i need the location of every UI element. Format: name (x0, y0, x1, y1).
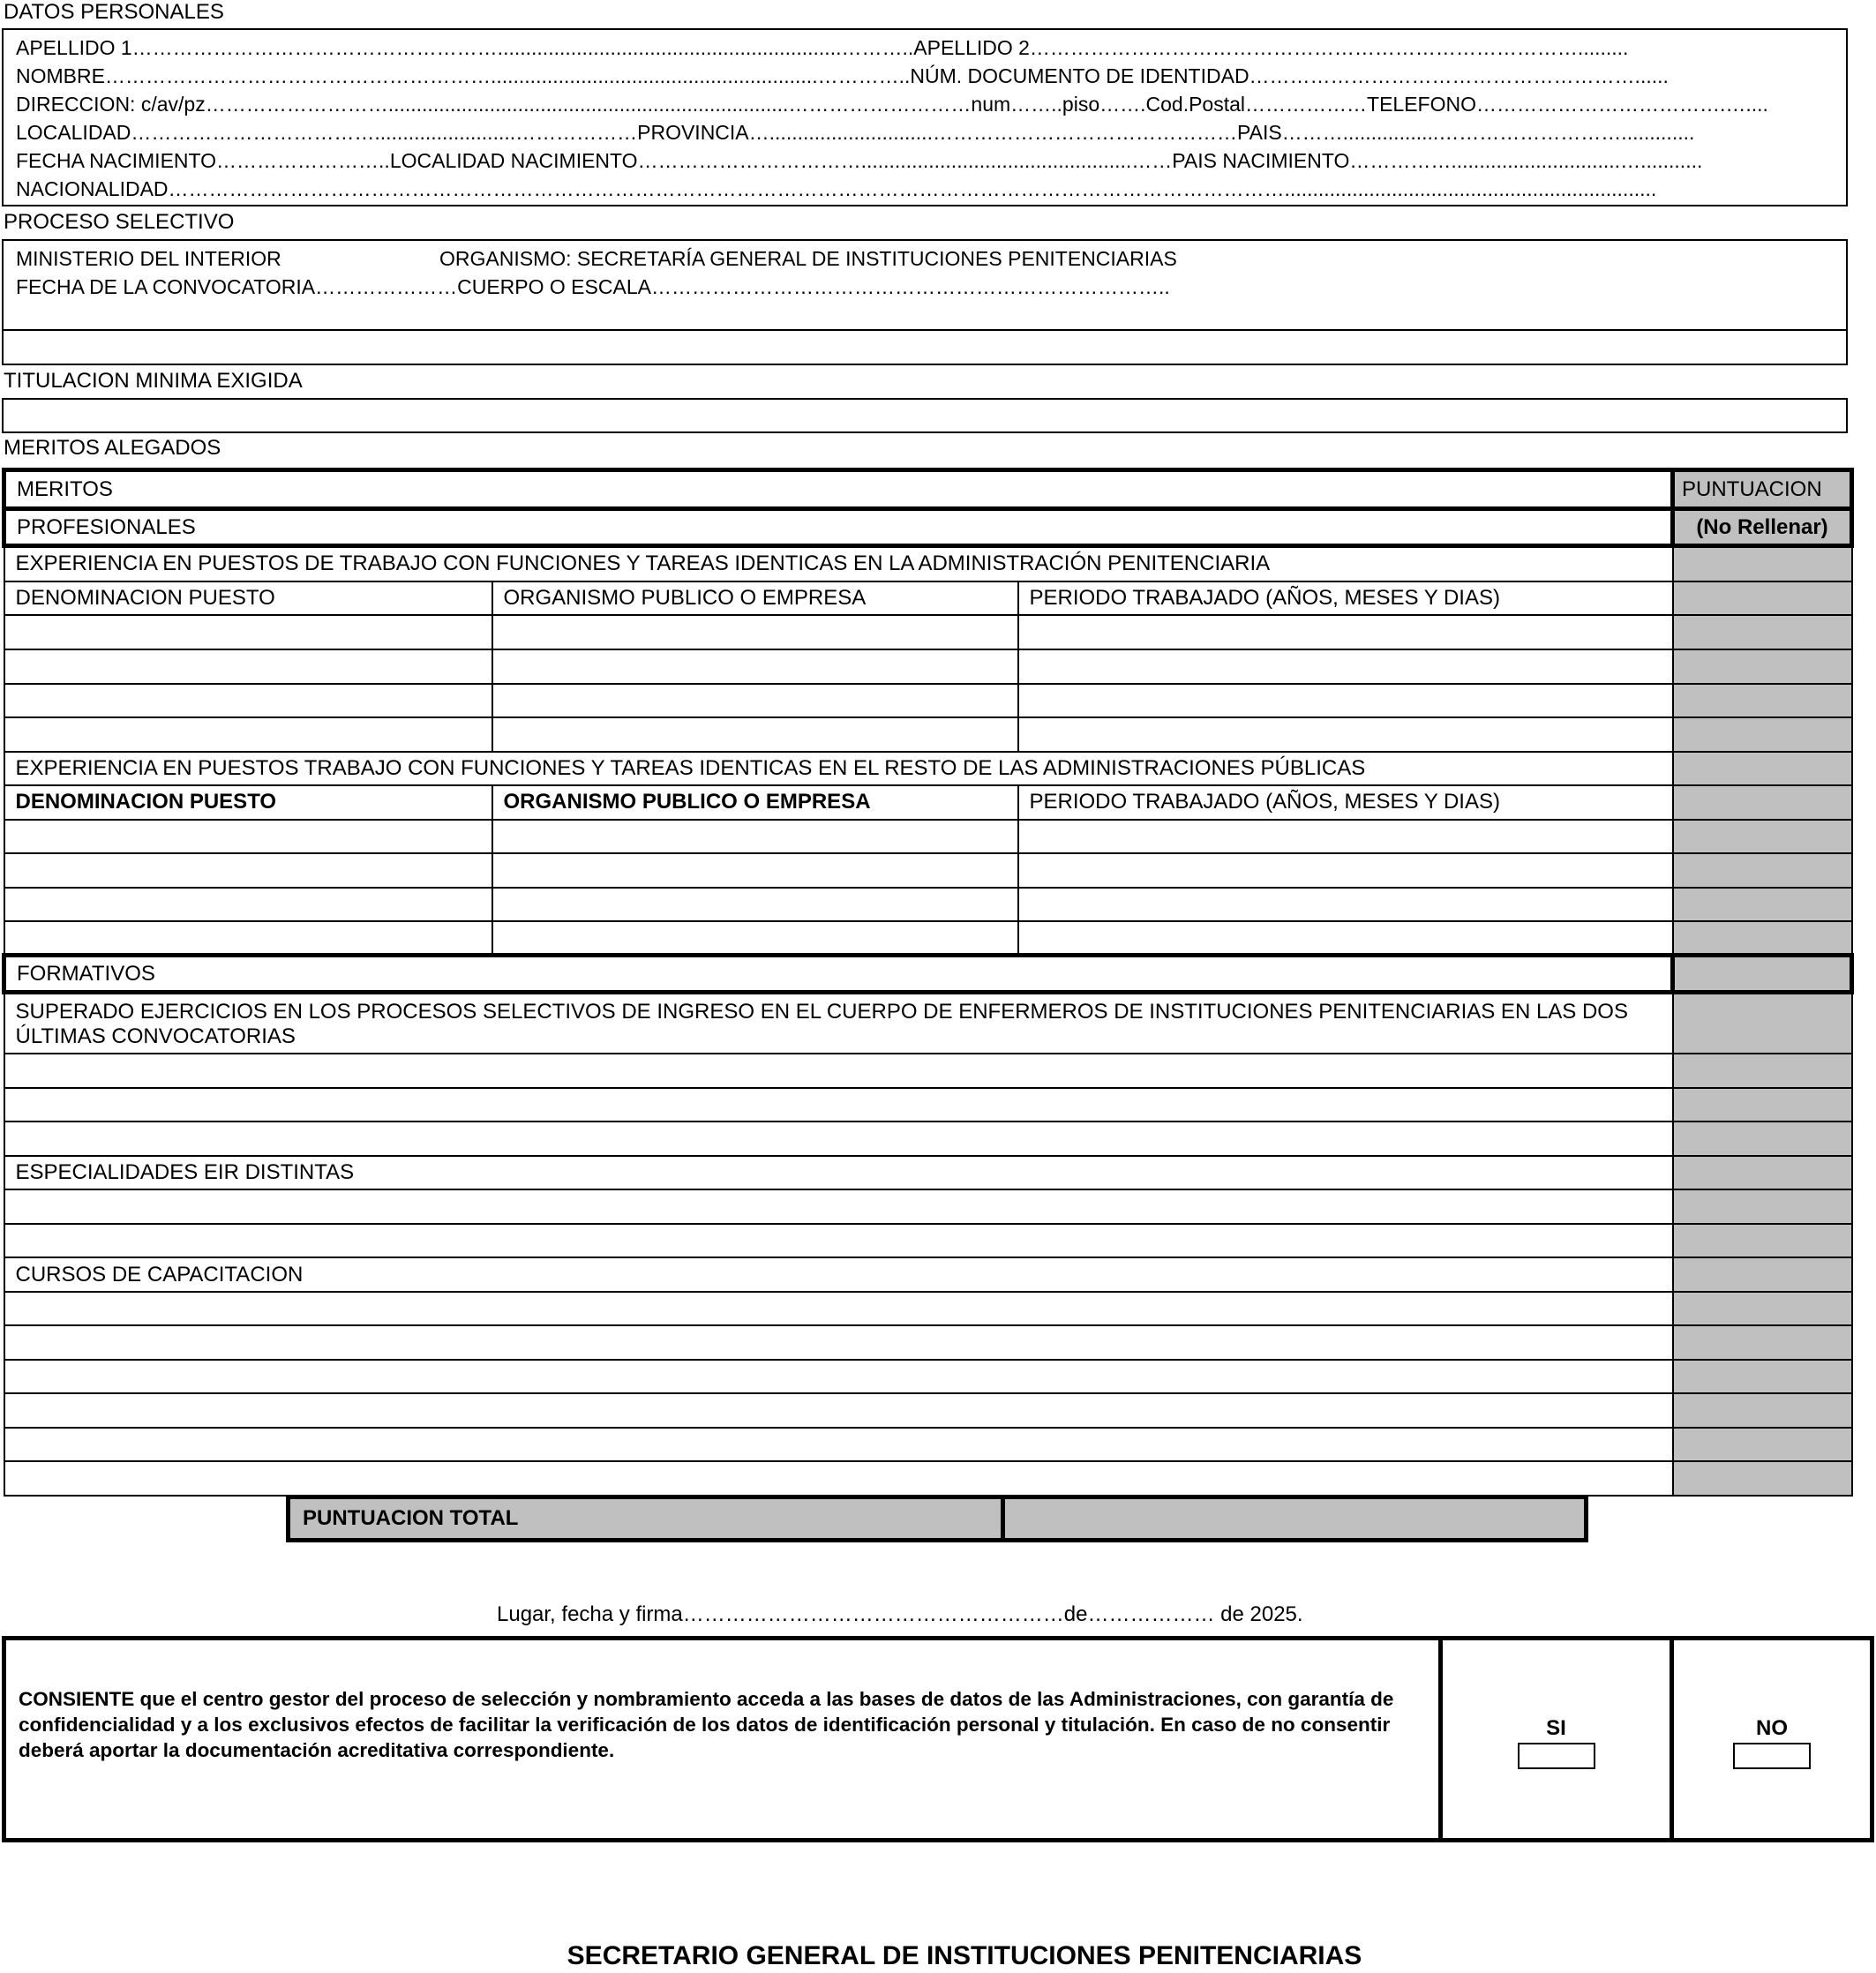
table-row (4, 1122, 1852, 1156)
consentimiento-si (1443, 1640, 1674, 1838)
score-cell (1673, 581, 1852, 615)
table-row (4, 1360, 1852, 1393)
nacionalidad-line[interactable]: NACIONALIDAD………………………………………………………………………………………………………………………………………………….................................................................. (16, 177, 1657, 200)
fecha-nacimiento-line[interactable]: FECHA NACIMIENTO……………………..LOCALIDAD NACIMIENTO……………………………................................................……PAIS NACIMIENTO……………..............................…........... (16, 149, 1703, 172)
meritos-table (2, 468, 1854, 1497)
datos-personales-title: DATOS PERSONALES (4, 0, 224, 24)
score-cell (1673, 993, 1852, 1054)
consentimiento-text: CONSIENTE que el centro gestor del proceso de selección y nombramiento acceda a las bases de datos de las Administraciones, con garantía de confidencialidad y a los exclusivos efectos de facilitar la verificación de los datos de identificación personal y titulación. En caso de no consentir deberá aportar la documentación acreditativa correspondiente. (6, 1640, 1443, 1838)
table-row (4, 615, 1852, 649)
col-organismo: ORGANISMO PUBLICO O EMPRESA (492, 581, 1018, 615)
puntuacion-total-box (286, 1495, 1588, 1542)
table-row (4, 684, 1852, 717)
no-label: NO (1756, 1716, 1788, 1740)
meritos-title: MERITOS ALEGADOS (4, 436, 221, 460)
table-row (4, 717, 1852, 752)
col-denominacion: DENOMINACION PUESTO (4, 785, 492, 820)
score-cell (1673, 1189, 1852, 1224)
consentimiento-box (2, 1636, 1874, 1842)
input-cell[interactable] (4, 921, 492, 956)
score-cell (1673, 820, 1852, 853)
localidad-line[interactable]: LOCALIDAD……………………………….........................………………PROVINCIA….............................………………………………………PAIS……….................………………………............. (16, 121, 1695, 144)
proceso-selectivo-title: PROCESO SELECTIVO (4, 210, 235, 234)
formativos-heading: FORMATIVOS (4, 956, 1673, 993)
no-rellenar-label: (No Rellenar) (1673, 509, 1852, 546)
puntuacion-total-value (1005, 1499, 1584, 1538)
score-cell (1673, 717, 1852, 752)
col-periodo: PERIODO TRABAJADO (AÑOS, MESES Y DIAS) (1018, 785, 1673, 820)
input-cell[interactable] (4, 853, 492, 888)
si-label: SI (1546, 1716, 1566, 1740)
col-organismo: ORGANISMO PUBLICO O EMPRESA (492, 785, 1018, 820)
score-cell (1673, 1292, 1852, 1325)
input-cell[interactable] (492, 717, 1018, 752)
table-row (4, 888, 1852, 921)
input-cell[interactable] (4, 1461, 1673, 1496)
input-cell[interactable] (4, 1224, 1673, 1257)
col-meritos: MERITOS (4, 470, 1673, 509)
table-row (4, 1054, 1852, 1088)
input-cell[interactable] (4, 1189, 1673, 1224)
table-row (4, 1088, 1852, 1122)
table-row (4, 1393, 1852, 1428)
input-cell[interactable] (4, 1428, 1673, 1461)
superado-heading: SUPERADO EJERCICIOS EN LOS PROCESOS SELECTIVOS DE INGRESO EN EL CUERPO DE ENFERMEROS DE INSTITUCIONES PENITENCIARIAS EN LAS DOS ÚLTIMAS CONVOCATORIAS (4, 993, 1673, 1054)
score-cell (1673, 1461, 1852, 1496)
input-cell[interactable] (1018, 684, 1673, 717)
direccion-line[interactable]: DIRECCION: c/av/pz……………………….......................................................................………………………num……..piso…….Cod.Postal………………TELEFONO……………………………….….... (16, 93, 1768, 116)
score-cell (1673, 1325, 1852, 1360)
ministerio-label: MINISTERIO DEL INTERIOR (16, 247, 281, 270)
firma-line[interactable]: Lugar, fecha y firma………………………………………………de……………… de 2025. (497, 1602, 1303, 1626)
table-row (4, 1325, 1852, 1360)
input-cell[interactable] (1018, 615, 1673, 649)
score-cell (1673, 1257, 1852, 1292)
table-row (4, 1428, 1852, 1461)
score-cell (1673, 956, 1852, 993)
exp-admin-pen-heading: EXPERIENCIA EN PUESTOS DE TRABAJO CON FUNCIONES Y TAREAS IDENTICAS EN LA ADMINISTRACIÓN PENITENCIARIA (4, 546, 1673, 581)
input-cell[interactable] (492, 684, 1018, 717)
input-cell[interactable] (492, 820, 1018, 853)
col-denominacion: DENOMINACION PUESTO (4, 581, 492, 615)
input-cell[interactable] (4, 1054, 1673, 1088)
score-cell (1673, 615, 1852, 649)
consentimiento-no (1674, 1640, 1870, 1838)
input-cell[interactable] (4, 684, 492, 717)
puntuacion-total-label: PUNTUACION TOTAL (290, 1499, 1005, 1538)
especialidades-heading: ESPECIALIDADES EIR DISTINTAS (4, 1156, 1673, 1189)
input-cell[interactable] (492, 649, 1018, 684)
input-cell[interactable] (1018, 717, 1673, 752)
profesionales-heading: PROFESIONALES (4, 509, 1673, 546)
input-cell[interactable] (4, 888, 492, 921)
titulacion-field[interactable] (2, 398, 1848, 433)
score-cell (1673, 1122, 1852, 1156)
score-cell (1673, 785, 1852, 820)
table-row (4, 649, 1852, 684)
no-checkbox[interactable] (1733, 1743, 1811, 1769)
nombre-line[interactable]: NOMBRE…………………………………………………..........................................................…………..NÚM. DOCUMENTO DE IDENTIDAD…………………………………………………...... (16, 64, 1669, 87)
fecha-cuerpo-line[interactable]: FECHA DE LA CONVOCATORIA…………………CUERPO O ESCALA………………………………………………………………….. (16, 275, 1170, 298)
score-cell (1673, 921, 1852, 956)
col-periodo: PERIODO TRABAJADO (AÑOS, MESES Y DIAS) (1018, 581, 1673, 615)
input-cell[interactable] (4, 820, 492, 853)
input-cell[interactable] (4, 717, 492, 752)
table-row (4, 1292, 1852, 1325)
input-cell[interactable] (1018, 853, 1673, 888)
organismo-label: ORGANISMO: SECRETARÍA GENERAL DE INSTITUCIONES PENITENCIARIAS (439, 247, 1177, 270)
si-checkbox[interactable] (1518, 1743, 1595, 1769)
table-row (4, 1224, 1852, 1257)
table-row (4, 1189, 1852, 1224)
input-cell[interactable] (492, 921, 1018, 956)
input-cell[interactable] (1018, 820, 1673, 853)
input-cell[interactable] (4, 1122, 1673, 1156)
score-cell (1673, 1360, 1852, 1393)
input-cell[interactable] (1018, 649, 1673, 684)
score-cell (1673, 1224, 1852, 1257)
titulacion-title: TITULACION MINIMA EXIGIDA (4, 369, 303, 393)
col-puntuacion: PUNTUACION (1673, 470, 1852, 509)
apellidos-line[interactable]: APELLIDO 1……………………………………………….............................................................………..APELLIDO 2………………………………………………………………………......... (16, 36, 1629, 59)
input-cell[interactable] (4, 649, 492, 684)
score-cell (1673, 1088, 1852, 1122)
input-cell[interactable] (4, 1393, 1673, 1428)
score-cell (1673, 546, 1852, 581)
score-cell (1673, 888, 1852, 921)
input-cell[interactable] (492, 853, 1018, 888)
score-cell (1673, 853, 1852, 888)
score-cell (1673, 1428, 1852, 1461)
proceso-selectivo-box (2, 239, 1848, 331)
cursos-heading: CURSOS DE CAPACITACION (4, 1257, 1673, 1292)
datos-personales-box (2, 28, 1848, 206)
input-cell[interactable] (492, 888, 1018, 921)
score-cell (1673, 1054, 1852, 1088)
input-cell[interactable] (4, 1088, 1673, 1122)
input-cell[interactable] (4, 615, 492, 649)
input-cell[interactable] (4, 1292, 1673, 1325)
footer-title: SECRETARIO GENERAL DE INSTITUCIONES PENITENCIARIAS (567, 1941, 1362, 1970)
table-row (4, 820, 1852, 853)
input-cell[interactable] (4, 1325, 1673, 1360)
input-cell[interactable] (492, 615, 1018, 649)
input-cell[interactable] (4, 1360, 1673, 1393)
score-cell (1673, 1393, 1852, 1428)
table-row (4, 921, 1852, 956)
proceso-selectivo-extra-field[interactable] (2, 329, 1848, 365)
input-cell[interactable] (1018, 888, 1673, 921)
input-cell[interactable] (1018, 921, 1673, 956)
table-row (4, 1461, 1852, 1496)
score-cell (1673, 649, 1852, 684)
exp-resto-heading: EXPERIENCIA EN PUESTOS TRABAJO CON FUNCIONES Y TAREAS IDENTICAS EN EL RESTO DE LAS ADMINISTRACIONES PÚBLICAS (4, 752, 1673, 785)
score-cell (1673, 1156, 1852, 1189)
score-cell (1673, 684, 1852, 717)
table-row (4, 853, 1852, 888)
score-cell (1673, 752, 1852, 785)
